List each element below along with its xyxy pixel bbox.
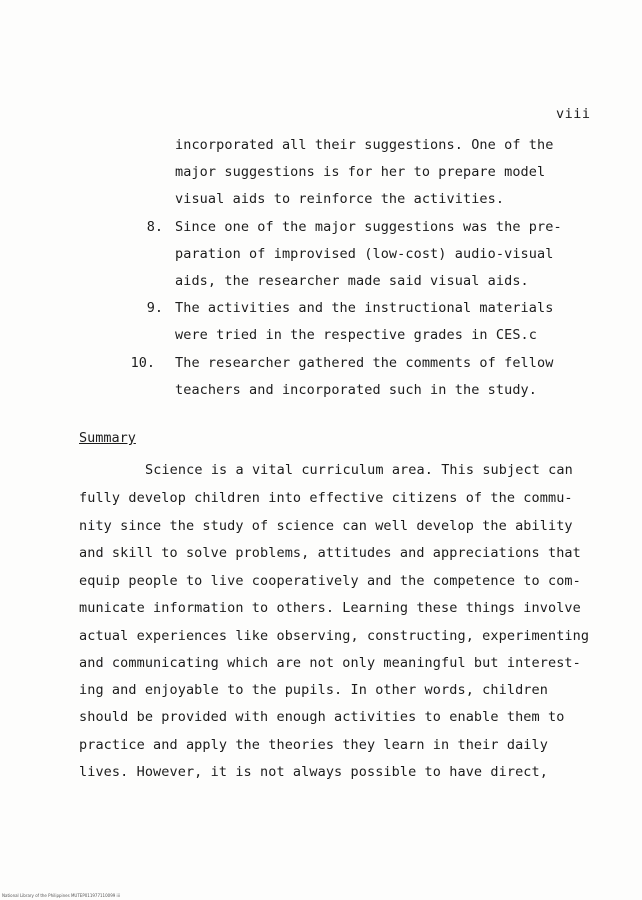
summary-line: ing and enjoyable to the pupils. In other words, children (79, 682, 548, 698)
summary-line: municate information to others. Learning these things involve (79, 600, 581, 616)
summary-line: and communicating which are not only meaningful but interest- (79, 655, 581, 671)
list-item-line: aids, the researcher made said visual aids. (175, 273, 529, 289)
summary-line: and skill to solve problems, attitudes and appreciations that (79, 545, 581, 561)
summary-line: actual experiences like observing, constructing, experimenting (79, 628, 590, 644)
summary-line: should be provided with enough activities to enable them to (79, 709, 565, 725)
continuation-line: visual aids to reinforce the activities. (175, 191, 505, 207)
continuation-line: incorporated all their suggestions. One of the (175, 137, 554, 153)
page-number: viii (556, 106, 591, 122)
list-item-line: paration of improvised (low-cost) audio-visual (175, 246, 554, 262)
list-item-line: The researcher gathered the comments of fellow (175, 355, 554, 371)
summary-line: practice and apply the theories they learn in their daily (79, 737, 548, 753)
summary-heading: Summary (79, 430, 136, 446)
list-item-line: teachers and incorporated such in the study. (175, 382, 538, 398)
list-item-number: 10. (130, 355, 155, 371)
list-item-number: 8. (146, 219, 163, 235)
list-item-line: Since one of the major suggestions was the pre- (175, 219, 562, 235)
list-item-line: The activities and the instructional materials (175, 300, 554, 316)
list-item-line: were tried in the respective grades in CES.c (175, 327, 538, 343)
continuation-line: major suggestions is for her to prepare model (175, 164, 546, 180)
summary-line: equip people to live cooperatively and the competence to com- (79, 573, 581, 589)
summary-line: lives. However, it is not always possible to have direct, (79, 764, 548, 780)
footer-stamp: National Library of the Philippines MUTEP011977110099 iii (2, 893, 120, 898)
summary-line: Science is a vital curriculum area. This subject can (145, 462, 573, 478)
list-item-number: 9. (146, 300, 163, 316)
summary-line: nity since the study of science can well develop the ability (79, 518, 573, 534)
summary-line: fully develop children into effective citizens of the commu- (79, 490, 573, 506)
